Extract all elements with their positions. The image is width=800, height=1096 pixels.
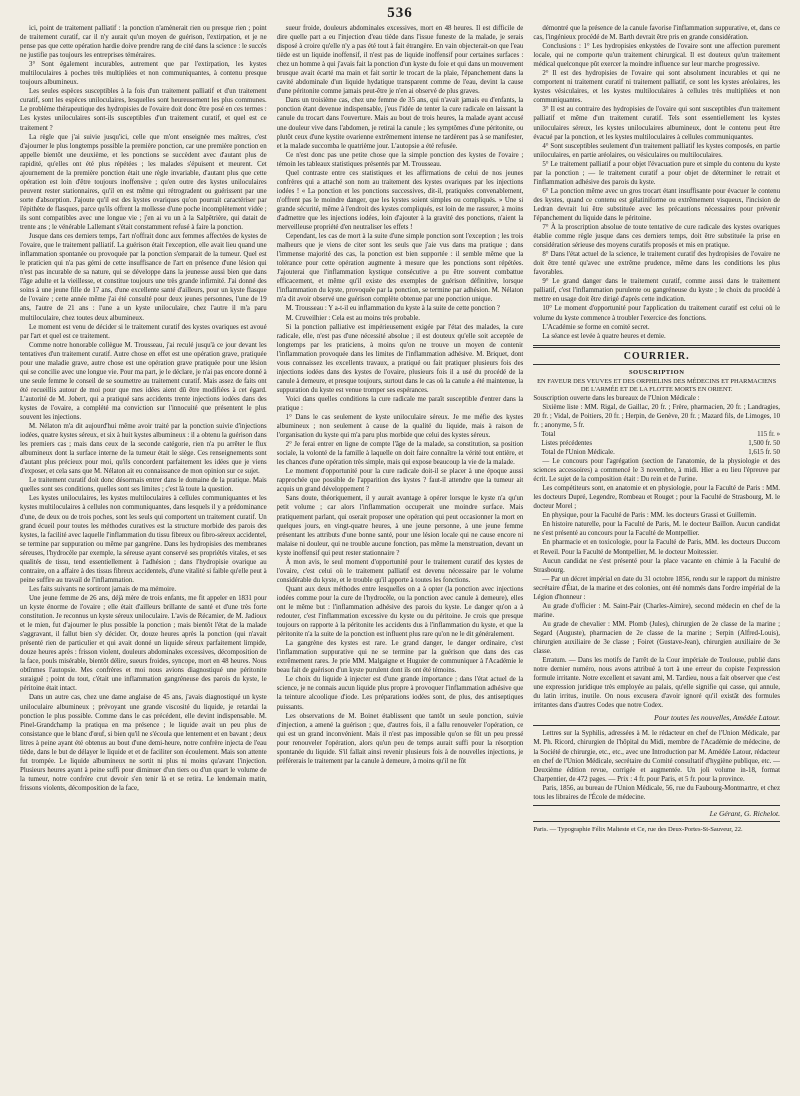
book-advertisement: Lettres sur la Syphilis, adressées à M. le rédacteur en chef de l'Union Médicale, par M. Ph. Ricord, chirurgien de l'hôpital du Midi, membre de l'Académie de médecine, de la Société de chirurgie, etc., etc., avec une Introduction par M. Amédée Latour, rédacteur en chef de l'Union Médicale, secrétaire du Comité consultatif d'hygiène publique, etc. — Deuxième édition revue, corrigée et augmentée. Un joli volume in-18, format Charpentier, de 472 pages. — Prix : 4 fr. pour Paris, et 5 fr. pour la province.: [533, 730, 780, 783]
paragraph: Le choix du liquide à injecter est d'une grande importance ; dans l'état actuel de la science, je ne connais aucun liquide plus propre à provoquer l'inflammation adhésive que la teinture alcoolique d'iode. Les préparations iodées sont, de plus, des antiseptiques puissants.: [276, 676, 524, 711]
paragraph: Le moment est venu de décider si le traitement curatif des kystes ovariques est avoué par l'art et quel est ce traitement.: [20, 323, 267, 340]
paragraph: 4° Sont susceptibles seulement d'un traitement palliatif les kystes composés, en partie uniloculaires, en partie aréolaires, ou vésiculaires ou multiloculaires.: [533, 142, 780, 159]
page-number: 536: [387, 5, 413, 21]
book-advertisement-address: Paris, 1856, au bureau de l'Union Médicale, 56, rue du Faubourg-Montmartre, et chez tous les libraires de l'École de médecine.: [533, 784, 780, 801]
paragraph: — Par un décret impérial en date du 31 octobre 1856, rendu sur le rapport du ministre secrétaire d'État, de la marine et des colonies, ont été nommés dans l'ordre impérial de la Légion d'honneur :: [533, 575, 780, 601]
paragraph: M. Cruveilhier : Cela est au moins très probable.: [285, 314, 421, 322]
previous-lists-row: Listes précédentes 1,500 fr. 50: [541, 439, 780, 447]
section-divider: [533, 345, 780, 348]
paragraph: Cependant, les cas de mort à la suite d'une simple ponction sont l'exception ; les trois malheurs que je viens de citer sont les seuls que j'aie vus dans ma pratique ; dans l'immense majorité des cas, la ponction est bien supportée : il semble même que la tolérance pour cette opération augmente à mesure que les ponctions sont répétées. J'ajouterai que l'inflammation kystique consécutive a pu être souvent combattue efficacement, et même qu'il existe des exemples de guérison définitive, lorsque l'inflammation du kyste, provoquée par la ponction, se termine par adhésion. M. Nélaton m'a dit avoir observé une guérison complète obtenue par une ponction unique.: [276, 233, 524, 304]
paragraph: L'Académie se forme en comité secret.: [542, 323, 650, 331]
courrier-news: [533, 457, 780, 710]
subscription-intro: Souscription ouverte dans les bureaux de l'Union Médicale :: [533, 394, 700, 402]
grand-total-row: Total de l'Union Médicale. 1,615 fr. 50: [541, 449, 780, 457]
paragraph: En pharmacie et en toxicologie, pour la Faculté de Paris, MM. les docteurs Duccom et Reveil. Pour la Faculté de Montpellier, M. le docteur Moitessier.: [533, 539, 780, 556]
paragraph: Aucun candidat ne s'est présenté pour la place vacante en chimie à la Faculté de Strasbourg.: [533, 557, 780, 574]
footer-divider: [533, 805, 780, 806]
paragraph: En histoire naturelle, pour la Faculté de Paris, M. le docteur Baillon. Aucun candidat ne s'est présenté au concours pour la Faculté de Montpellier.: [533, 521, 780, 538]
paragraph: 8° Dans l'état actuel de la science, le traitement curatif des hydropisies de l'ovaire ne doit être tenté qu'avec une extrême prudence, même dans les conditions les plus favorables.: [533, 251, 780, 277]
paragraph: M. Trousseau : Y a-t-il eu inflammation du kyste à la suite de cette ponction ?: [285, 305, 500, 313]
news-signature: Pour toutes les nouvelles, Amédée Latour.: [654, 713, 780, 723]
paragraph: 1° Dans le cas seulement de kyste uniloculaire séreux. Je me méfie des kystes albumineux ; non seulement à cause de la qualité du liquide, mais à raison de l'organisation du kyste qui m'a paru plus morbide que celui des kystes séreux.: [276, 414, 524, 440]
gerant-signature: Le Gérant, G. Richelot.: [709, 808, 780, 818]
paragraph: Jusque dans ces derniers temps, l'art n'offrait donc aux femmes affectées de kystes de l'ovaire, que le traitement palliatif. La guérison était l'exception, elle avait lieu quand une inflammation spontanée ou provoquée par la ponction s'emparait de la tumeur. Quel est le praticien qui n'a pas gémi de cette insuffisance de l'art en présence d'une lésion qui n'est pas incurable de sa nature, qui se développe dans la jeunesse aussi bien que dans l'âge adulte et la vieillesse, et constitue toujours une très grande infirmité. J'ai donné des soins à une jeune fille de 17 ans, d'une excellente santé d'ailleurs, pour un kyste flasque de l'ovaire ; cette année même j'ai été consulté pour deux jeunes personnes, l'une de 19 ans, l'autre de 21 ans : l'une a un kyste uniloculaire, chez l'autre il m'a paru multiloculaire, chez toutes deux albumineux.: [20, 233, 267, 322]
paragraph: sueur froide, douleurs abdominales excessives, mort en 48 heures. Il est difficile de dire quelle part a eu l'injection d'eau tiède dans l'issue funeste de la malade, je serais disposé à croire qu'elle n'y a pas été tout à fait étrangère. En vain objecterait-on que l'eau tiède est un liquide inoffensif, il n'est pas de liquide inoffensif pour certaines surfaces : chez un homme à qui j'avais fait la ponction d'un kyste du foie et qui dans un mouvement brusque avait écarté ma main et fait sortir le trocart de la plaie, l'épanchement dans la cavité abdominale d'un liquide hydatique transparent comme de l'eau, devint la cause d'une péritonite comme jamais peut-être je n'en ai observé de plus graves.: [276, 25, 524, 96]
paragraph: 6° La ponction même avec un gros trocart étant insuffisante pour évacuer le contenu des kystes, quand ce contenu est gélatiniforme ou extrêmement visqueux, l'incision de Ledran devrait lui être substituée avec les précautions nécessaires pour prévenir l'épanchement du liquide dans le péritoine.: [533, 187, 780, 222]
paragraph: Une jeune femme de 26 ans, déjà mère de trois enfants, me fit appeler en 1831 pour un kyste énorme de l'ovaire ; elle était d'ailleurs brillante de santé et d'une très forte constitution. Je reconnus un kyste séreux uniloculaire. L'avis de Récamier, de M. Jadioux et le mien, fut d'ajourner le plus possible la ponction ; mais bientôt l'état de la malade s'aggravant, il fallut bien s'y décider. Or, douze heures après la ponction (qui n'avait présenté rien de particulier et qui avait donné un liquide séreux parfaitement limpide, douze heures après : frisson violent, douleurs abdominales excessives, décomposition de la face, pouls misérable, bientôt délire, sueurs froides, syncope, mort en 48 heures. Nous obtînmes l'autopsie. Mes confrères et moi nous avions diagnostiqué une péritonite suraiguë ; point du tout, c'était une inflammation gangréneuse des parois du kyste, le péritoine était intact.: [20, 594, 267, 693]
subscription-totals: [533, 430, 780, 457]
paragraph: ici, point de traitement palliatif : la ponction n'amènerait rien ou presque rien ; point de traitement curatif, car il n'y aurait qu'un moyen de guérison, l'extirpation, et je ne pense pas que cette opération hardie doive prendre rang de cité dans la science : le succès ne justifie pas toujours les entreprises téméraires.: [20, 25, 267, 60]
paragraph: 3° Sont également incurables, autrement que par l'extirpation, les kystes multiloculaires à poches très multipliées et non communiquantes, à contenu presque toujours albumineux.: [20, 61, 267, 87]
paragraph: La séance est levée à quatre heures et demie.: [542, 332, 666, 340]
paragraph: Quant aux deux méthodes entre lesquelles on a à opter (la ponction avec injections iodées comme pour la cure de l'hydrocèle, ou la ponction avec canule à demeure), elles ont le même but : l'inflammation adhésive des parois du kyste. Le danger qu'on a à redouter, c'est l'inflammation excessive du kyste ou du péritoine. Je crois que presque toujours on rapporte à la péritonite les accidents dus à l'inflammation du kyste, et que la péritonite n'a la suite de la ponction est influent plus rare qu'on ne le dit généralement.: [276, 585, 524, 639]
printer-divider: [533, 821, 780, 822]
paragraph: Quel contraste entre ces statistiques et les affirmations de celui de nos jeunes confrères qui a attaché son nom au traitement des kystes ovariques par les injections iodées ! « La ponction et les ponctions successives, dit-il, pratiquées convenablement, n'offrent pas le moindre danger, que les kystes soient simples ou compliqués. » Une si grande sécurité, même à l'endroit des kystes compliqués, est loin de me rassurer, à moins d'admettre que les injections iodées, loin d'ajouter à la gravité des ponctions, n'aient la merveilleuse propriété d'en neutraliser les effets !: [276, 169, 524, 232]
paragraph: Dans un troisième cas, chez une femme de 35 ans, qui n'avait jamais eu d'enfants, la ponction étant devenue indispensable, j'eus l'idée de tenter la cure radicale en laissant la canule du trocart dans l'ouverture. Mais au bout de trois heures, la malade ayant accusé une douleur vive dans l'abdomen, je retirai la canule ; les symptômes d'une péritonite, ou plutôt ceux d'une kystite ovarienne extrêmement intense ne tardèrent pas à se manifester, et la malade succomba le quatrième jour. L'autopsie a été refusée.: [276, 97, 524, 150]
paragraph: M. Nélaton m'a dit aujourd'hui même avoir traité par la ponction suivie d'injections iodées, quatre kystes séreux, et six à huit kystes albumineux : il a obtenu la guérison dans les premiers cas ; mais dans ceux de la seconde catégorie, rien n'a pu arrêter le flux albumineux dont la surface interne de la tumeur était le siège. Ces renseignements sont d'autant plus précieux pour moi, qu'ils concordent parfaitement les idées que je viens d'exposer, et cela sans que M. Nélaton ait eu connaissance de mon opinion sur ce sujet.: [20, 423, 267, 476]
paragraph: La gangrène des kystes est rare. Le grand danger, le danger ordinaire, c'est l'inflammation suppurative qui ne se termine par la guérison que dans des cas extrêmement rares. Je prie MM. Malgaigne et Huguier de communiquer à l'Académie le beau fait de guérison d'un kyste purulent dont ils ont été témoins.: [276, 640, 524, 675]
paragraph: démontré que la présence de la canule favorise l'inflammation suppurative, et, dans ce cas, l'ingénieux procédé de M. Barth devrait être pris en grande considération.: [533, 25, 780, 42]
heading-rule: [533, 364, 780, 365]
paragraph: 9° Le grand danger dans le traitement curatif, comme aussi dans le traitement palliatif, c'est l'inflammation purulente ou gangréneuse du kyste ; le choix du procédé à mettre en usage doit être dirigé d'après cette indication.: [533, 278, 780, 304]
paragraph: Le traitement curatif doit donc désormais entrer dans le domaine de la pratique. Mais quelles sont ses conditions, quelles sont ses limites ; c'est là toute la question.: [20, 477, 267, 494]
paragraph: 2° Il est des hydropisies de l'ovaire qui sont absolument incurables et qui ne comportent ni traitement curatif ni traitement palliatif, ce sont les kystes aréolaires, les kystes vésiculaires, et les kystes multiloculaires à cellules très multipliées et non communiquantes.: [533, 70, 780, 105]
printer-line: Paris. — Typographie Félix Malteste et Ce, rue des Deux-Portes-St-Sauveur, 22.: [533, 825, 743, 833]
paragraph: Les seules espèces susceptibles à la fois d'un traitement palliatif et d'un traitement curatif, sont les espèces uniloculaires, lesquelles sont heureusement les plus communes. Le problème thérapeutique des hydropisies de l'ovaire doit donc être posé en ces termes : Les kystes uniloculaires sont-ils susceptibles d'un traitement curatif, et quel est ce traitement ?: [20, 88, 267, 132]
column-2: [277, 24, 524, 1070]
paragraph: 5° Le traitement palliatif a pour objet l'évacuation pure et simple du contenu du kyste par la ponction ; — le traitement curatif a pour objet de déterminer le retrait et l'inflammation adhésive des parois du kyste.: [533, 160, 780, 186]
paragraph: — Le concours pour l'agrégation (section de l'anatomie, de la physiologie et des sciences accessoires) a commencé le 3 novembre, à midi. Hier a eu lieu l'épreuve par écrit. Le sujet de la composition était : Du rein et de l'urine.: [533, 458, 780, 484]
total-row: Total 115 fr. »: [541, 430, 780, 438]
paragraph: Les kystes uniloculaires, les kystes multiloculaires à cellules communiquantes et les kystes multiloculaires à cellules non communiquantes, dans lesquels il y a prédominance d'une, de deux ou de trois poches, sont les seuls qui comportent un traitement curatif. Un grand écueil pour toutes les méthodes curatives est la structure morbide des parois des kystes, la facilité avec laquelle l'inflammation du tissu fibreux ou fibro-séreux accidentel, se termine par suppuration ou même par gangrène. Dans les hydropisies des membranes séreuses, l'hydrocèle par exemple, la séreuse ayant conservé ses propriétés vitales, et ses qualités de tissu, tend essentiellement à l'adhésion ; dans l'hydropisie ovarique au contraire, on a affaire à des tissus fibreux accidentels, d'une vitalité si faible qu'elle peut à peine suffire au travail de l'inflammation.: [20, 495, 267, 584]
paragraph: 3° Il est au contraire des hydropisies de l'ovaire qui sont susceptibles d'un traitement palliatif et même d'un traitement curatif. Tels sont essentiellement les kystes uniloculaires séreux, les kystes uniloculaires albumineux, dont le contenu peut être évacué par la ponction, et les kystes multiloculaires à cellules communiquantes.: [533, 106, 780, 141]
column-3: [533, 24, 780, 1070]
paragraph: Au grade de chevalier : MM. Plomb (Jules), chirurgien de 2e classe de la marine ; Segard (Auguste), pharmacien de 2e classe de la marine ; Serpin (Alfred-Louis), chirurgien auxiliaire de 3e classe ; Foiret (Gustave-Jean), chirurgien auxiliaire de 3e classe.: [533, 620, 780, 656]
paragraph: Voici dans quelles conditions la cure radicale me paraît susceptible d'entrer dans la pratique :: [276, 395, 524, 412]
paragraph: Dans un autre cas, chez une dame anglaise de 45 ans, j'avais diagnostiqué un kyste uniloculaire albumineux ; prévoyant une grande viscosité du liquide, je retardai la ponction le plus possible. Comme dans le cas précédent, elle devint indispensable. M. Pinel-Grandchamp la pratiqua en ma présence ; le liquide avait un peu plus de consistance que le blanc d'œuf, si bien qu'il ne s'écoula que lentement et en bavant ; deux litres à peine ayant été obtenus au bout d'une demi-heure, notre confrère injecta de l'eau tiède, dans le but de délayer le liquide et et de faciliter son écoulement. Mais son attente fut trompée. Le liquide albumineux ne sortit ni plus ni moins qu'avant l'injection. Plusieurs heures ayant à peine suffi pour diminuer d'un tiers ou d'un quart le volume de la tumeur, notre confrère crut devoir s'en tenir là et se retira. Le lendemain matin, frissons violents, décomposition de la face,: [20, 694, 267, 792]
subscription-title: SOUSCRIPTION: [628, 368, 685, 376]
paragraph: 10° Le moment d'opportunité pour l'application du traitement curatif est celui où le volume du kyste commence à troubler l'exercice des fonctions.: [533, 305, 780, 322]
paragraph: La règle que j'ai suivie jusqu'ici, celle que m'ont enseignée mes maîtres, c'est d'ajourner le plus longtemps possible la première ponction, car une première ponction en appelle bientôt une deuxième, et les ponctions se succèdent avec d'autant plus de rapidité, qu'elles ont été plus répétées ; les malades s'épuisent et meurent. Cet ajournement de la première ponction était une règle invariable, d'autant plus que cette opération est loin d'être toujours inoffensive ; qu'en outre des kystes uniloculaires peuvent rester stationnaires, qu'il en est même qui rétrogradent ou guérissent par une sorte d'absorption. J'ajoute qu'il est des kystes ovariques qu'on pourrait caractériser par l'épithète de flasques, parce qu'ils offrent la mollesse d'une poche incomplètement vidée ; ils sont compatibles avec une longue vie ; j'en ai vu un à la Salpêtrière, qui datait de trente ans ; le vénérable Lallemant s'était constamment refusé à faire la ponction.: [20, 133, 267, 232]
ad-divider: [533, 725, 780, 726]
paragraph: Comme notre honorable collègue M. Trousseau, j'ai reculé jusqu'à ce jour devant les tentatives d'un traitement curatif. Autre chose en effet est une opération grave, pratiquée pour une maladie grave, autre chose est une opération grave pratiquée pour une lésion qui se concilie avec une longue vie. Pour ma part, je le déclare, je n'ai pas encore donné à une seule femme le conseil de se soumettre au traitement curatif. Mais assez de faits ont été recueillis autour de moi pour que mes idées aient dû être modifiées à cet égard. L'autorité de M. Jobert, qui a pratiqué sans accidents trente injections iodées dans des kystes de l'ovaire, a complété ma conviction sur l'innocuité que présentent le plus souvent les injections.: [20, 341, 267, 422]
paragraph: Le moment d'opportunité pour la cure radicale doit-il se placer à une époque aussi rapprochée que possible de l'apparition des kystes ? faut-il attendre que la tumeur ait acquis un grand développement ?: [276, 468, 524, 494]
paragraph: 2° Je ferai entrer en ligne de compte l'âge de la malade, sa constitution, sa position sociale, la volonté de la famille à laquelle on doit faire connaître la vérité tout entière, et les chances d'une opération très simple, mais qui expose beaucoup la vie de la malade.: [276, 441, 524, 467]
paragraph: Sans doute, théoriquement, il y aurait avantage à opérer lorsque le kyste n'a qu'un petit volume ; car alors l'inflammation occuperait une moindre surface. Mais pratiquement parlant, qui oserait proposer une opération qui peut occasionner la mort en quelques jours, en vingt-quatre heures, à une jeune personne, à une jeune femme présentant les attributs d'une bonne santé, pour une lésion locale qui ne cause encore ni malaise ni douleur, qui ne trouble aucune fonction, pas même la menstruation, devant un kyste inoffensif qui peut rester stationnaire ?: [276, 495, 524, 557]
paragraph: Les faits suivants ne sortiront jamais de ma mémoire.: [29, 585, 177, 593]
paragraph: Ce n'est donc pas une petite chose que la simple ponction des kystes de l'ovaire ; témoin les tableaux statistiques présentés par M. Trousseau.: [276, 151, 524, 168]
subscription-list: Sixième liste : MM. Rigal, de Gaillac, 20 fr. ; Frère, pharmacien, 20 fr. ; Landragies, 20 fr. ; Vidal, de Poitiers, 20 fr. ; Herpin, de Genève, 20 fr. ; Mazard fils, de Limoges, 10 fr. ; anonyme, 5 fr.: [533, 403, 780, 429]
text-columns: [20, 24, 780, 1070]
paragraph: Si la ponction palliative est impérieusement exigée par l'état des malades, la cure radicale, elle, n'est pas d'une nécessité absolue ; il est douteux qu'elle soit acceptée de longtemps par les praticiens, à moins qu'on ne trouve un moyen de contenir l'inflammation provoquée dans les limites de l'inflammation adhésive. M. Briquet, dont vous connaissez les excellents travaux, a pratiqué ou fait pratiquer plusieurs fois des injections iodées dans des kystes de l'ovaire, plusieurs fois il a usé du procédé de la canule à demeure, et presque toujours, surtout dans le cas où la canule a été maintenue, la suppuration du kyste est venue tromper ses espérances.: [276, 323, 524, 394]
column-1: [20, 24, 267, 1070]
paragraph: Les observations de M. Boinet établissent que tantôt un seule ponction, suivie d'injection, a amené la guérison ; que, d'autres fois, il a fallu renouveler l'opération, ce qui est un grand inconvénient. Mais il n'est pas impossible qu'on se fût un peu pressé pour renouveler l'opération, alors qu'un peu de temps aurait suffi pour la résorption spontanée du liquide. S'il fallait ainsi revenir plusieurs fois à de nouvelles injections, je préférerais le traitement par la canule à demeure, à moins qu'il ne fût: [276, 712, 524, 765]
paragraph: Conclusions : 1° Les hydropisies enkystées de l'ovaire sont une affection purement locale, qui ne comporte qu'un traitement chirurgical. Il est douteux qu'un traitement médical quelconque pût exercer la moindre influence sur leur marche progressive.: [533, 43, 780, 69]
subscription-subtitle: EN FAVEUR DES VEUVES ET DES ORPHELINS DES MÉDECINS ET PHARMACIENS DE L'ARMÉE ET DE LA FLOTTE MORTS EN ORIENT.: [537, 377, 777, 393]
courrier-heading: COURRIER.: [623, 350, 690, 362]
conclusions-block: [533, 24, 780, 341]
paragraph: 7° À la proscription absolue de toute tentative de cure radicale des kystes ovariques établie comme règle jusque dans ces derniers temps, doit être substituée la prise en considération sérieuse des moyens curatifs proposés et mis en pratique.: [533, 224, 780, 250]
paragraph: Au grade d'officier : M. Saint-Pair (Charles-Aimire), second médecin en chef de la marine.: [533, 602, 780, 619]
paragraph: En physique, pour la Faculté de Paris : MM. les docteurs Grassi et Guillemin.: [542, 512, 757, 520]
paragraph: Erratum. — Dans les motifs de l'arrêt de la Cour impériale de Toulouse, publié dans notre dernier numéro, nous avons attribué à tort à une erreur du copiste l'expression formule irritante. Notre excellent et savant ami, M. Tardieu, nous a fait observer que c'est une expression juridique très employée au palais, qu'elle signifie qui casse, qui annule, du latin irritus, inutile. On nous excusera d'avoir ignoré qu'il existât des formules irritantes dans d'autres Codes que notre Codex.: [533, 657, 780, 710]
paragraph: Les compétiteurs sont, en anatomie et en physiologie, pour la Faculté de Paris : MM. les docteurs Dupré, Legendre, Rombeau et Rouget ; pour la Faculté de Strasbourg, M. le docteur Morel ;: [533, 485, 780, 511]
paragraph: À mon avis, le seul moment d'opportunité pour le traitement curatif des kystes de l'ovaire, c'est celui où le traitement palliatif est devenu nécessaire par le volume considérable du kyste, et le trouble qu'il apporte à toutes les fonctions.: [276, 558, 524, 584]
